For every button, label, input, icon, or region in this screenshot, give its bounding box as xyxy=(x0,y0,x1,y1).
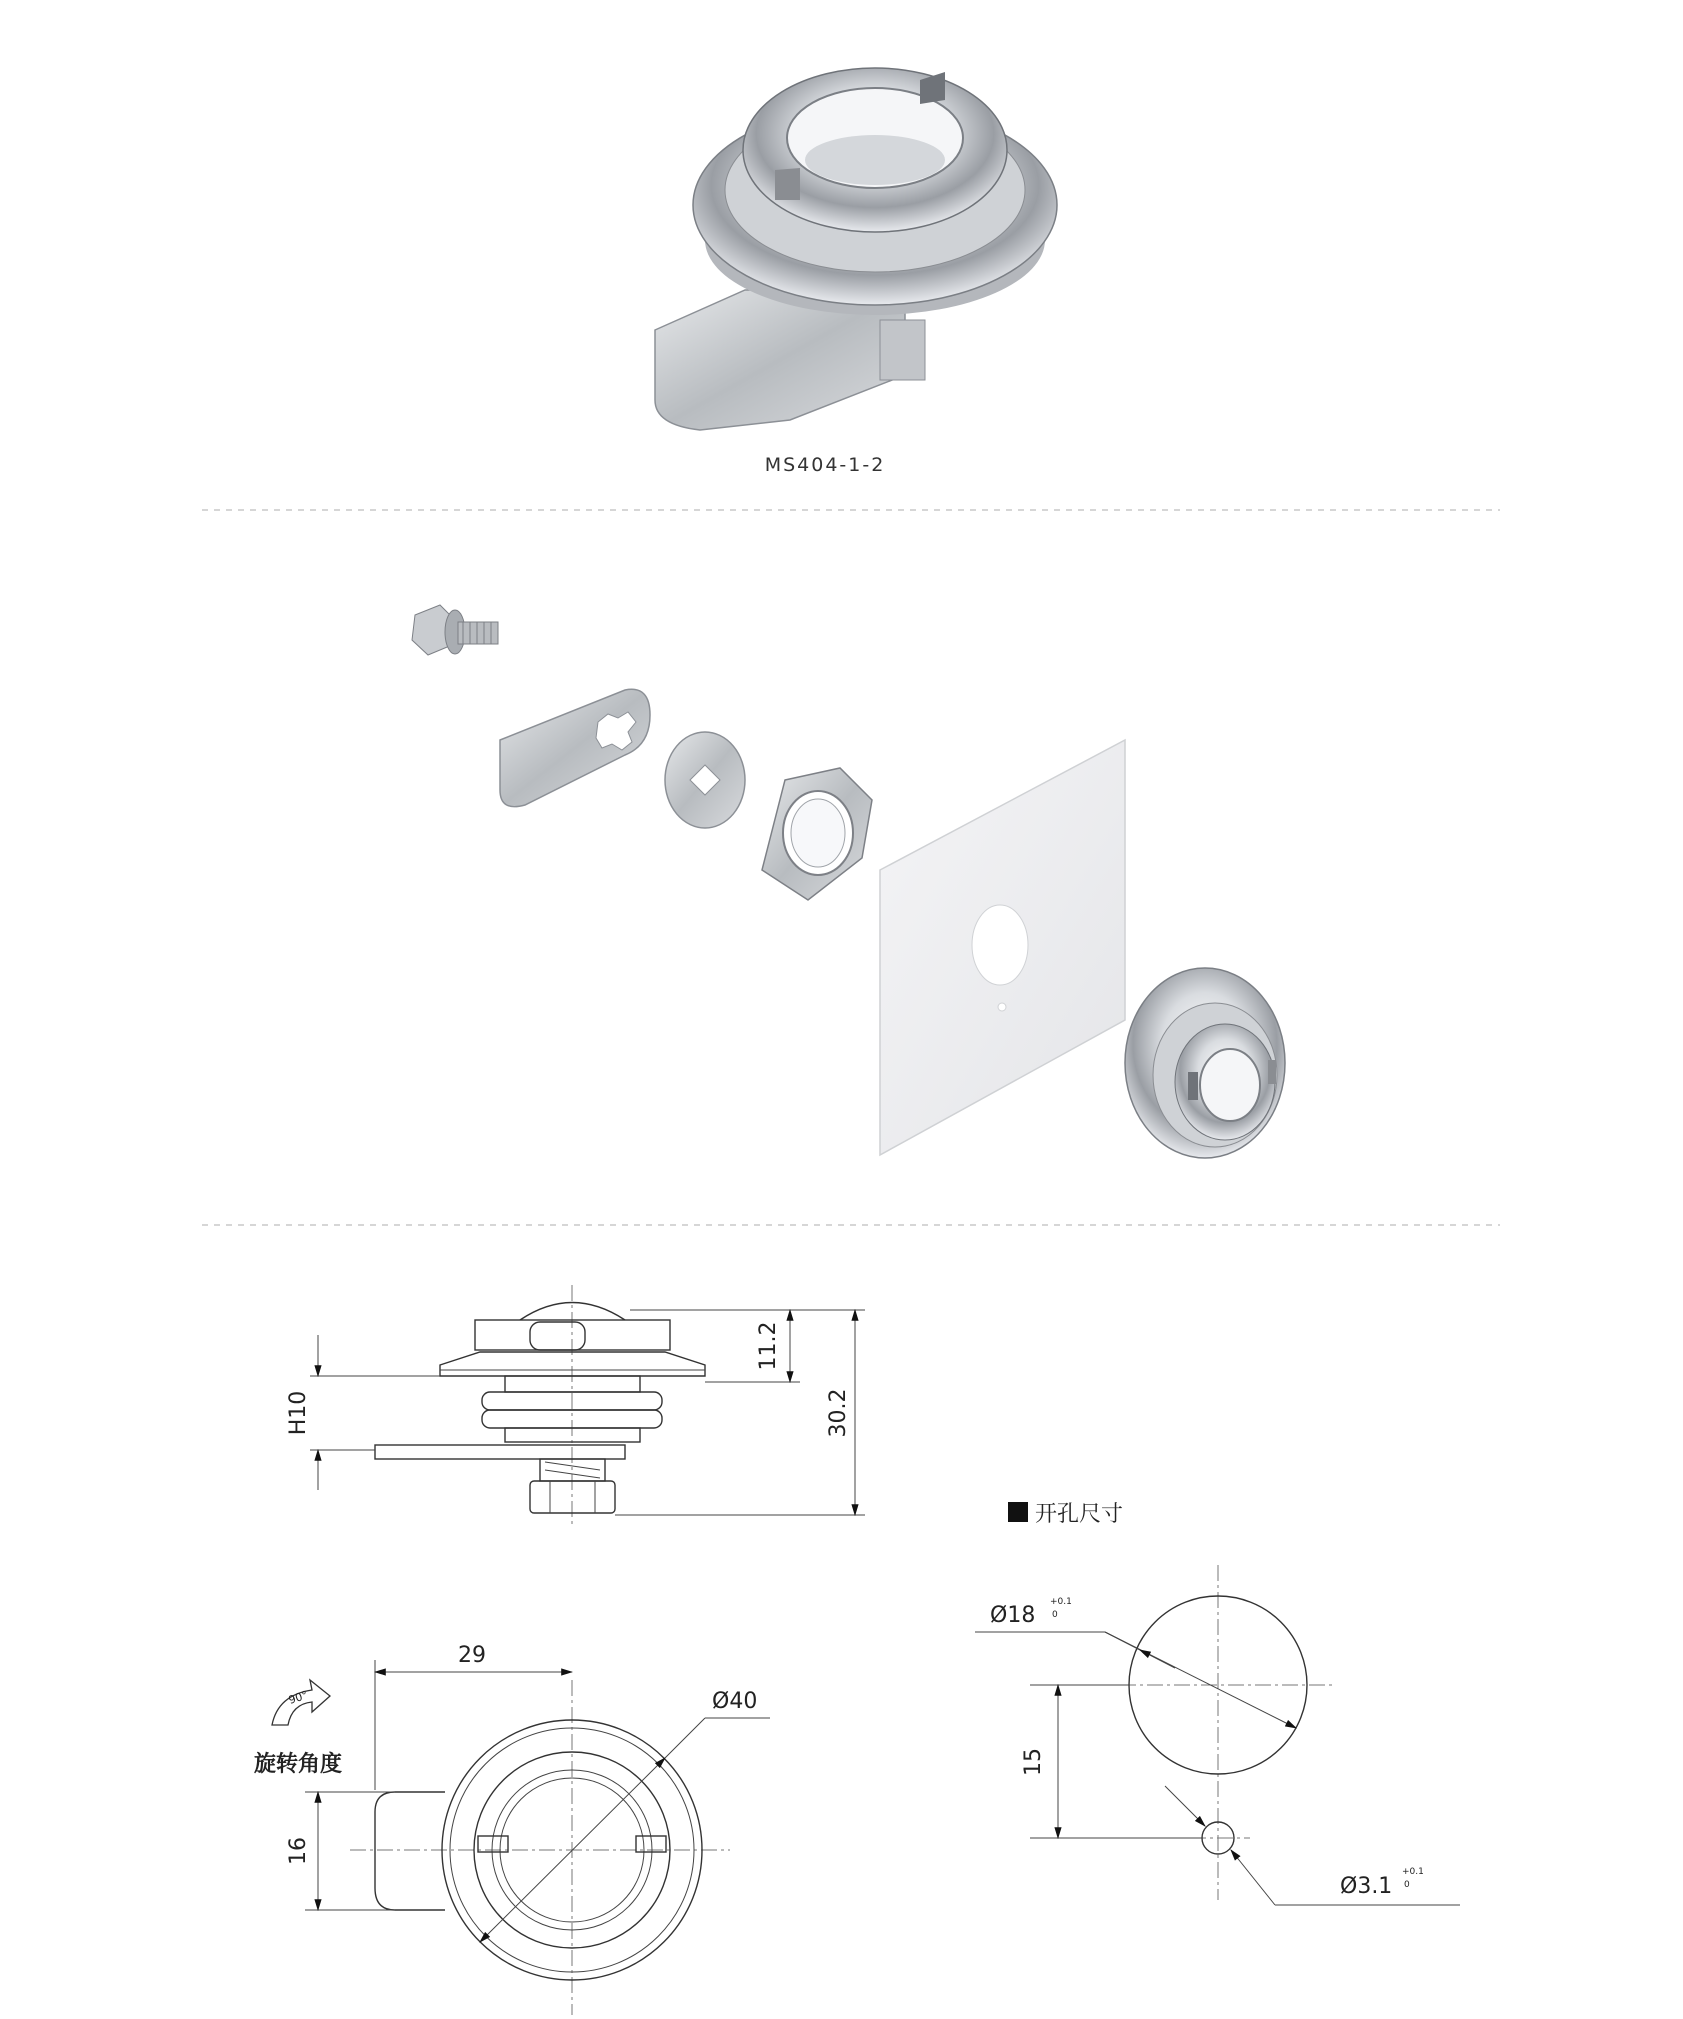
exploded-view xyxy=(412,605,1285,1158)
dim-h: H10 xyxy=(286,1390,311,1436)
dim-diameter: Ø40 xyxy=(712,1689,758,1714)
cutout-main-hole-tol-upper: +0.1 xyxy=(1050,1597,1072,1607)
washer xyxy=(665,732,745,828)
cam-stem xyxy=(880,320,925,380)
dim-width: 29 xyxy=(458,1643,486,1668)
cutout-pin-hole: Ø3.1 xyxy=(1340,1874,1393,1899)
side-view-drawing xyxy=(310,1285,865,1525)
product-render xyxy=(655,68,1057,430)
mounting-panel xyxy=(880,740,1125,1155)
cutout-title: 开孔尺寸 xyxy=(1035,1502,1124,1527)
rotation-label: 旋转角度 xyxy=(254,1752,343,1777)
dim-total-height: 30.2 xyxy=(826,1388,851,1438)
lock-front xyxy=(1125,968,1285,1158)
lock-ring-inner-shadow xyxy=(805,135,945,185)
cutout-title-marker xyxy=(1008,1502,1028,1522)
screw xyxy=(412,605,498,655)
model-label: MS404-1-2 xyxy=(764,454,886,476)
cutout-hole-spacing: 15 xyxy=(1021,1748,1046,1776)
cutout-pin-hole-tol-lower: 0 xyxy=(1404,1880,1410,1890)
cutout-main-hole: Ø18 xyxy=(990,1603,1036,1628)
cutout-drawing xyxy=(975,1565,1460,1905)
dim-top-height: 11.2 xyxy=(756,1321,781,1371)
cutout-main-hole-tol-lower: 0 xyxy=(1052,1610,1058,1620)
front-view-drawing xyxy=(305,1660,770,2015)
ring-split-slot-2 xyxy=(775,168,800,200)
hex-nut xyxy=(762,768,872,900)
cutout-pin-hole-tol-upper: +0.1 xyxy=(1402,1867,1424,1877)
cam xyxy=(500,689,650,806)
dim-cam-width: 16 xyxy=(286,1837,311,1865)
rotation-angle: 90° xyxy=(286,1688,310,1707)
